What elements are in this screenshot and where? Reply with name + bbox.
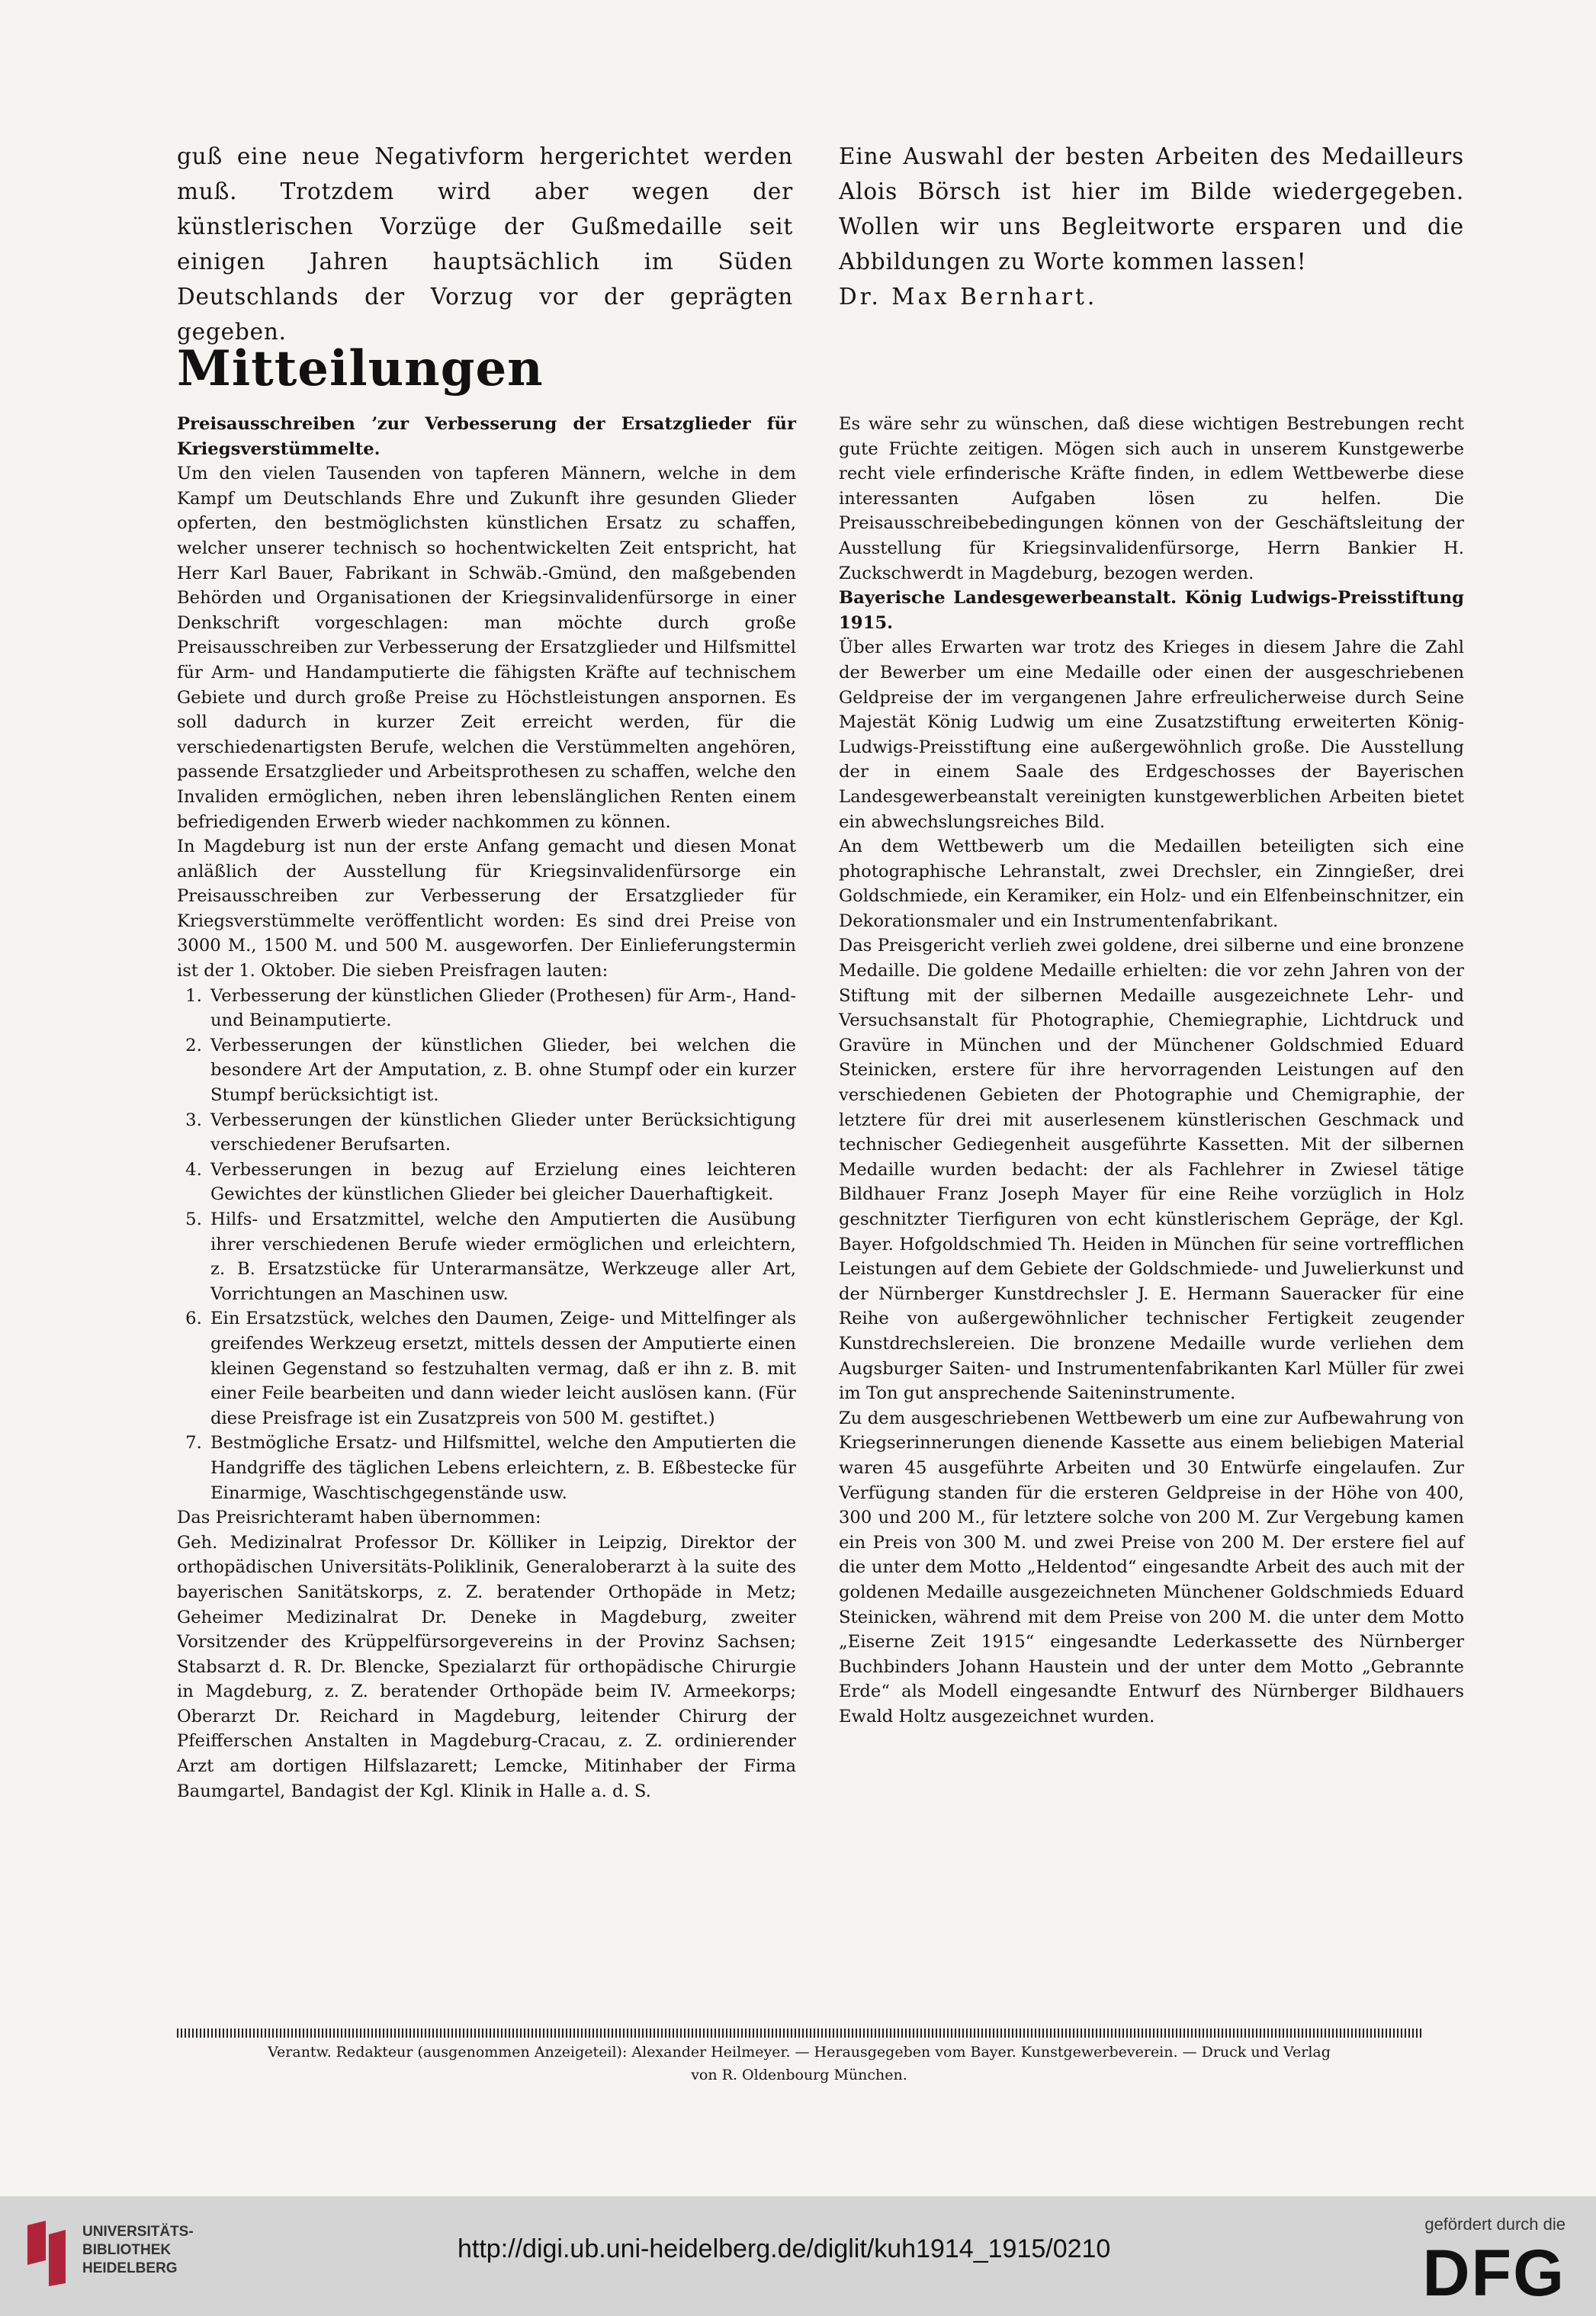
article-paragraph: Zu dem ausgeschriebenen Wettbewerb um eine zur Aufbewahrung von Kriegserinnerungen dienende Kassette aus einem beliebigen Material waren 45 ausgeführte Arbeiten und 30 Entwürfe eingelaufen. Zur Verfügung standen für die ersteren Geldpreise in der Höhe von 400, 300 und 200 M., für letztere solche von 200 M. Zur Vergebung kamen ein Preis von 300 M. und zwei Preise von 200 M. Der erstere fiel auf die unter dem Motto „Heldentod“ eingesandte Arbeit des auch mit der goldenen Medaille ausgezeichneten Münchener Goldschmieds Eduard Steinicken, während mit dem Preise von 200 M. die unter dem Motto „Eiserne Zeit 1915“ eingesandte Lederkassette des Nürnberger Buchbinders Johann Haustein und der unter dem Motto „Gebrannte Erde“ als Modell eingesandte Entwurf des Nürnberger Bildhauers Ewald Holtz ausgezeichnet wurden. — [839, 1408, 1464, 1727]
right-column — [839, 412, 1464, 1729]
article-paragraph: An dem Wettbewerb um die Medaillen beteiligten sich eine photographische Lehranstalt, zwei Drechsler, ein Zinngießer, drei Goldschmiede, ein Keramiker, ein Holz- und ein Elfenbeinschnitzer, ein Dekorationsmaler und ein Instrumentenfabrikant. — [839, 837, 1464, 931]
article-heading-prostheses: Preisausschreiben ʼzur Verbesserung der Ersatzglieder für Kriegsverstümmelte. — [177, 414, 796, 459]
imprint-line: Verantw. Redakteur (ausgenommen Anzeigeteil): Alexander Heilmeyer. — Herausgegeben vom Bayer. Kunstgewerbeverein. — Druck und Verlag — [268, 2044, 1331, 2061]
library-name — [82, 2223, 194, 2278]
permalink-url[interactable]: http://digi.ub.uni-heidelberg.de/diglit/kuh1914_1915/0210 — [458, 2234, 1111, 2263]
funding-caption: gefördert durch die — [1424, 2215, 1565, 2234]
top-left-text — [177, 139, 793, 349]
library-name-line: HEIDELBERG — [82, 2260, 178, 2276]
article-paragraph: In Magdeburg ist nun der erste Anfang gemacht und diesen Monat anläßlich der Ausstellung für Kriegsinvalidenfürsorge ein Preisausschreiben zur Verbesserung der Ersatzglieder für Kriegsverstümmelte veröffentlicht worden: Es sind drei Preise von 3000 M., 1500 M. und 500 M. ausgeworfen. Der Einlieferungstermin ist der 1. Oktober. Die sieben Preisfragen lauten: — [177, 837, 796, 981]
list-item: 3. Verbesserungen der künstlichen Glieder unter Berücksichtigung verschiedener Berufsarten. — [207, 1108, 796, 1158]
imprint — [177, 2041, 1421, 2086]
section-title: Mitteilungen — [177, 340, 544, 397]
list-item: 5. Hilfs- und Ersatzmittel, welche den Amputierten die Ausübung ihrer verschiedenen Berufe wieder ermöglichen und erleichtern, z. B. Ersatzstücke für Unterarmansätze, Werkzeuge aller Art, Vorrichtungen an Maschinen usw. — [207, 1207, 796, 1306]
university-library-logo-icon — [23, 2218, 70, 2288]
list-item: 4. Verbesserungen in bezug auf Erzielung eines leichteren Gewichtes der künstlichen Glieder bei gleicher Dauerhaftigkeit. — [207, 1158, 796, 1207]
digitization-footer — [0, 2196, 1596, 2316]
article-paragraph: Um den vielen Tausenden von tapferen Männern, welche in dem Kampf um Deutschlands Ehre und Zukunft ihre gesunden Glieder opferten, den bestmöglichsten künstlichen Ersatz zu schaffen, welcher unserer technisch so hochentwickelten Zeit entspricht, hat Herr Karl Bauer, Fabrikant in Schwäb.-Gmünd, den maßgebenden Behörden und Organisationen der Kriegsinvalidenfürsorge in einer Denkschrift vorgeschlagen: man möchte durch große Preisausschreiben zur Verbesserung der Ersatzglieder und Hilfsmittel für Arm- und Handamputierte die fähigsten Kräfte auf technischem Gebiete und durch große Preise zu Höchstleistungen anspornen. Es soll dadurch in kurzer Zeit erreicht werden, für die verschiedenartigsten Berufe, welchen die Verstümmelten angehören, passende Ersatzglieder und Arbeitsprothesen zu schaffen, welche den Invaliden ermöglichen, neben ihren lebenslänglichen Renten einem befriedigenden Erwerb wieder nachkommen zu können. — [177, 464, 796, 832]
article-paragraph: Über alles Erwarten war trotz des Krieges in diesem Jahre die Zahl der Bewerber um eine Medaille oder einen der ausgeschriebenen Geldpreise der im vergangenen Jahre erfreulicherweise durch Seine Majestät König Ludwig um eine Zusatzstiftung erweiterten König-Ludwigs-Preisstiftung eine außergewöhnlich große. Die Ausstellung der in einem Saale des Erdgeschosses der Bayerischen Landesgewerbeanstalt vereinigten kunstgewerblichen Arbeiten bietet ein abwechslungsreiches Bild. — [839, 638, 1464, 832]
intro-left-paragraph: guß eine neue Negativform hergerichtet werden muß. Trotzdem wird aber wegen der künstlerischen Vorzüge der Gußmedaille seit einigen Jahren hauptsächlich im Süden Deutschlands der Vorzug vor der geprägten gegeben. — [177, 143, 793, 345]
library-name-line: BIBLIOTHEK — [82, 2242, 172, 2258]
dfg-logo: DFG — [1422, 2237, 1565, 2310]
top-right-text — [839, 139, 1464, 314]
prize-questions-list — [177, 984, 796, 1505]
list-item: 7. Bestmögliche Ersatz- und Hilfsmittel, welche den Amputierten die Handgriffe des täglichen Lebens erleichtern, z. B. Eßbestecke für Einarmige, Waschtischgegenstände usw. — [207, 1431, 796, 1505]
intro-right-paragraph: Eine Auswahl der besten Arbeiten des Medailleurs Alois Börsch ist hier im Bilde wiedergegeben. Wollen wir uns Begleitworte ersparen und die Abbildungen zu Worte kommen lassen! — [839, 143, 1464, 275]
article-paragraph: Das Preisgericht verlieh zwei goldene, drei silberne und eine bronzene Medaille. Die goldene Medaille erhielten: die vor zehn Jahren von der Stiftung mit der silbernen Medaille ausgezeichnete Lehr- und Versuchsanstalt für Photographie, Chemiegraphie, Lichtdruck und Gravüre in München und der Münchener Goldschmied Eduard Steinicken, erstere für ihre hervorragenden Leistungen auf den verschiedenen Gebieten der Photographie und Chemigraphie, der letztere für drei mit auserlesenem künstlerischen Geschmack und technischer Gediegenheit ausgeführte Kassetten. Mit der silbernen Medaille wurden bedacht: der als Fachlehrer in Zwiesel tätige Bildhauer Franz Joseph Mayer für eine Reihe vorzüglich in Holz geschnitzter Tierfiguren von echt künstlerischem Gepräge, der Kgl. Bayer. Hofgoldschmied Th. Heiden in München für seine vortrefflichen Leistungen auf dem Gebiete der Goldschmiede- und Juwelierkunst und der Nürnberger Kunstdrechsler J. E. Hermann Saueracker für eine Reihe von außergewöhnlicher technischer Fertigkeit zeugender Kunstdrechslereien. Die bronzene Medaille wurde verliehen dem Augsburger Saiten- und Instrumentenfabrikanten Karl Müller für zwei im Ton gut ansprechende Saiteninstrumente. — [839, 936, 1464, 1404]
divider-rule — [177, 2029, 1421, 2038]
list-item: 1. Verbesserung der künstlichen Glieder (Prothesen) für Arm-, Hand- und Beinamputierte. — [207, 984, 796, 1033]
list-item: 2. Verbesserungen der künstlichen Glieder, bei welchen die besondere Art der Amputation, z. B. ohne Stumpf oder ein kurzer Stumpf berücksichtigt ist. — [207, 1033, 796, 1108]
left-column — [177, 412, 796, 1804]
article-paragraph: Geh. Medizinalrat Professor Dr. Kölliker in Leipzig, Direktor der orthopädischen Universitäts-Poliklinik, Generaloberarzt à la suite des bayerischen Sanitätskorps, z. Z. beratender Orthopäde in Metz; Geheimer Medizinalrat Dr. Deneke in Magdeburg, zweiter Vorsitzender des Krüppelfürsorgevereins in der Provinz Sachsen; Stabsarzt d. R. Dr. Blencke, Spezialarzt für orthopädische Chirurgie in Magdeburg, z. Z. beratender Orthopäde beim IV. Armeekorps; Oberarzt Dr. Reichard in Magdeburg, leitender Chirurg der Pfeifferschen Anstalten in Magdeburg-Cracau, z. Z. ordinierender Arzt am dortigen Hilfslazarett; Lemcke, Mitinhaber der Firma Baumgartel, Bandagist der Kgl. Klinik in Halle a. d. S. — [177, 1532, 796, 1801]
article-heading-landesgewerbeanstalt: Bayerische Landesgewerbeanstalt. König Ludwigs-Preisstiftung 1915. — [839, 588, 1464, 633]
article-paragraph: Das Preisrichteramt haben übernommen: — [177, 1508, 541, 1528]
library-name-line: UNIVERSITÄTS- — [82, 2224, 194, 2240]
imprint-line: von R. Oldenbourg München. — [691, 2067, 907, 2083]
list-item: 6. Ein Ersatzstück, welches den Daumen, Zeige- und Mittelfinger als greifendes Werkzeug ersetzt, mittels dessen der Amputierte einen kleinen Gegenstand so festzuhalten vermag, daß er ihn z. B. mit einer Feile bearbeiten und dann wieder leicht auslösen kann. (Für diese Preisfrage ist ein Zusatzpreis von 500 M. gestiftet.) — [207, 1306, 796, 1431]
author-signature: Dr. Max Bernhart. — [839, 284, 1098, 310]
article-paragraph: Es wäre sehr zu wünschen, daß diese wichtigen Bestrebungen recht gute Früchte zeitigen. Mögen sich auch in unserem Kunstgewerbe recht viele erfinderische Kräfte finden, in edlem Wettbewerbe diese interessanten Aufgaben lösen zu helfen. Die Preisausschreibebedingungen können von der Geschäftsleitung der Ausstellung für Kriegsinvalidenfürsorge, Herrn Bankier H. Zuckschwerdt in Magdeburg, bezogen werden. — [839, 414, 1464, 583]
